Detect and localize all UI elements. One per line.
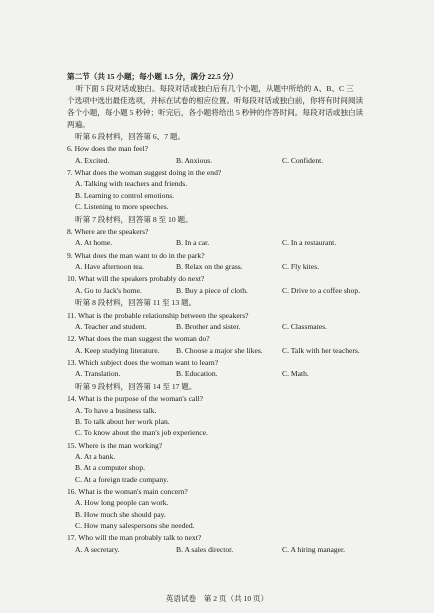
- option-b: B. Education.: [176, 369, 218, 379]
- option-b: B. To talk about her work plan.: [75, 416, 170, 426]
- option-a: A. At home.: [75, 238, 113, 248]
- question-stem: 12. What does the man suggest the woman do?: [67, 334, 210, 344]
- instruction-line: 个选项中选出最佳选项，并标在试卷的相应位置。听每段对话或独白前，你将有时间阅读: [67, 96, 364, 105]
- option-a: A. Excited.: [75, 155, 110, 165]
- question-stem: 7. What does the woman suggest doing in the end?: [67, 168, 222, 178]
- option-c: C. Fly kites.: [282, 261, 320, 271]
- option-c: C. Classmates.: [282, 321, 327, 331]
- option-a: A. At a bank.: [75, 451, 116, 461]
- instruction-line: 两遍。: [67, 120, 90, 129]
- option-c: C. A hiring manager.: [282, 544, 346, 554]
- option-a: A. How long people can work.: [75, 498, 169, 508]
- option-b: B. Brother and sister.: [176, 321, 241, 331]
- option-c: C. How many salespersons she needed.: [75, 520, 195, 530]
- option-c: C. At a foreign trade company.: [75, 474, 169, 484]
- option-c: C. Math.: [282, 369, 309, 379]
- question-stem: 13. Which subject does the woman want to learn?: [67, 358, 219, 368]
- option-c: C. Confident.: [282, 155, 324, 165]
- option-b: B. At a computer shop.: [75, 463, 146, 473]
- option-b: B. A sales director.: [176, 544, 234, 554]
- option-a: A. Translation.: [75, 369, 121, 379]
- section-note: 听第 7 段材料，回答第 8 至 10 题。: [75, 214, 193, 224]
- question-stem: 16. What is the woman's main concern?: [67, 487, 188, 496]
- section-note: 听第 8 段材料，回答第 11 至 13 题。: [75, 298, 197, 308]
- question-stem: 8. Where are the speakers?: [67, 226, 149, 236]
- option-b: B. Anxious.: [176, 155, 213, 165]
- option-c: C. Listening to more speeches.: [75, 202, 169, 211]
- option-b: B. Learning to control emotions.: [75, 190, 175, 200]
- option-c: C. Drive to a coffee shop.: [282, 285, 361, 295]
- section-title: 第二节（共 15 小题；每小题 1.5 分，满分 22.5 分）: [67, 72, 238, 81]
- instruction-line: 听下面 5 段对话或独白。每段对话或独白后有几个小题，从题中所给的 A、B、C 三: [76, 84, 354, 93]
- option-b: B. In a car.: [176, 238, 210, 248]
- page-footer: 英语试卷 第 2 页（共 10 页）: [165, 594, 269, 603]
- option-c: C. Talk with her teachers.: [282, 345, 360, 355]
- question-stem: 6. How does the man feel?: [67, 144, 148, 154]
- option-a: A. To have a business talk.: [75, 405, 157, 415]
- option-a: A. Have afternoon tea.: [75, 261, 144, 271]
- question-stem: 14. What is the purpose of the woman's call?: [67, 394, 203, 404]
- option-a: A. Keep studying literature.: [75, 345, 160, 355]
- option-b: B. How much she should pay.: [75, 509, 166, 519]
- option-c: C. In a restaurant.: [282, 238, 337, 248]
- option-a: A. Talking with teachers and friends.: [75, 179, 188, 189]
- option-b: B. Relax on the grass.: [176, 261, 243, 271]
- question-stem: 17. Who will the man probably talk to next?: [67, 533, 202, 543]
- question-stem: 15. Where is the man working?: [67, 440, 163, 450]
- instruction-line: 各个小题，每小题 5 秒钟；听完后，各小题将给出 5 秒钟的作答时间。每段对话或独白读: [67, 108, 364, 117]
- option-a: A. Go to Jack's home.: [75, 285, 142, 295]
- question-stem: 9. What does the man want to do in the park?: [67, 250, 205, 260]
- option-c: C. To know about the man's job experience.: [75, 428, 208, 438]
- question-stem: 11. What is the probable relationship between the speakers?: [67, 310, 249, 320]
- option-b: B. Choose a major she likes.: [176, 345, 263, 355]
- section-note: 听第 6 段材料，回答第 6、7 题。: [75, 132, 186, 141]
- option-a: A. Teacher and student.: [75, 321, 147, 331]
- question-stem: 10. What will the speakers probably do next?: [67, 274, 205, 284]
- option-b: B. Buy a piece of cloth.: [176, 285, 248, 295]
- option-a: A. A secretary.: [75, 544, 120, 554]
- section-note: 听第 9 段材料，回答第 14 至 17 题。: [75, 381, 197, 391]
